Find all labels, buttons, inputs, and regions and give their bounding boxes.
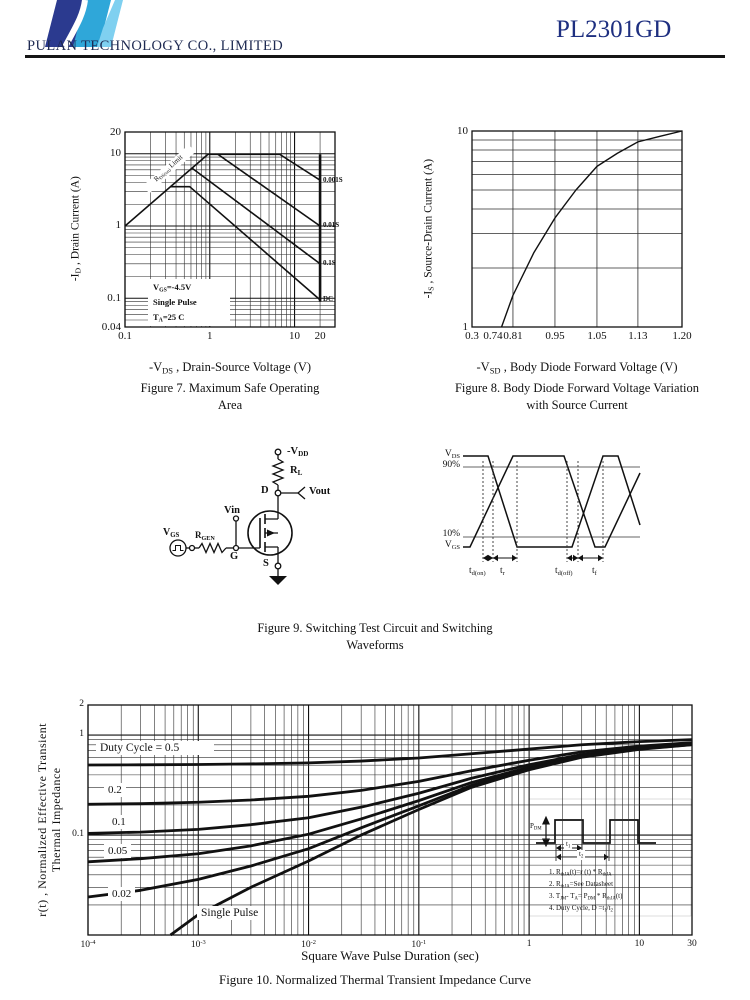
fig7-y-tick: 0.1 [107, 291, 121, 304]
fig7-x-axis-title: $-V_{DS}$ , Drain-Source Voltage (V) [148, 360, 312, 376]
fig7-curve-label: 0.1S [323, 259, 336, 268]
fig7-curve-label: DC [323, 295, 334, 304]
fig7-curve-label: 0.01S [323, 221, 340, 230]
generator-terminal [190, 546, 195, 551]
label-gate: G [230, 551, 239, 562]
fig10-x-tick: 1 [526, 939, 532, 949]
inset-note-4: 4. Duty Cycle, $D =t_1/t_2$ [549, 904, 613, 914]
waveform-tdon-label: $t_{d(on)}$ [469, 566, 486, 577]
fig7-x-tick: 0.1 [118, 330, 132, 342]
label-rl: $R_L$ [290, 465, 303, 478]
vds-trace [463, 456, 640, 547]
pulse-source-glyph [173, 546, 184, 551]
fig7-rdson-limit-label: $R_{DS(on)}$ Limit [143, 145, 196, 194]
gate-node [234, 546, 239, 551]
fig9-caption-line2: Waveforms [346, 638, 404, 652]
fig7-x-tick: 20 [314, 330, 326, 342]
label-vin: Vin [224, 505, 240, 516]
fig7-x-tick: 10 [289, 330, 301, 342]
source-node [275, 563, 281, 569]
fig7-x-tick: 1 [207, 330, 213, 342]
waveform-10pct-label: 10% [442, 529, 460, 539]
fig10-x-axis-title: Square Wave Pulse Duration (sec) [301, 948, 479, 963]
vgs-source [170, 540, 186, 556]
waveform-tf-label: $t_f$ [592, 566, 597, 577]
fig10-x-tick: $10^{-2}$ [301, 939, 316, 951]
waveform-vds-label: $V_{DS}$ [444, 449, 460, 460]
inset-note-2: 2. $R_{thJA}=See$ Datasheet [549, 880, 614, 890]
fig8-x-tick: 1.13 [628, 330, 648, 342]
fig10-y-title-line1: r(t) , Normalized Effective Transient [35, 722, 50, 917]
fig10-curve-label: 0.02 [108, 887, 135, 901]
mosfet-arrow [267, 530, 275, 537]
fig8-y-tick: 10 [457, 124, 468, 137]
waveform-90pct-label: 90% [442, 460, 460, 470]
resistor-rgen [199, 544, 226, 553]
fig10-curve-label: Single Pulse [197, 906, 262, 920]
fig10-curve-label: Duty Cycle = 0.5 [96, 741, 214, 755]
label-vdd: $-V_{DD}$ [287, 446, 309, 459]
fig7-y-tick: 20 [110, 125, 121, 138]
fig9-timing-arrows [483, 555, 603, 561]
fig10-x-tick: 30 [687, 939, 697, 949]
fig8-y-axis-title: $-I_S$ , Source-Drain Current (A) [422, 158, 436, 299]
label-source: S [263, 558, 269, 569]
vgs-trace [463, 456, 640, 547]
fig10-curve-label: 0.1 [108, 815, 130, 829]
waveform-tr-label: $t_r$ [500, 566, 505, 577]
fig7-inset-vgs: $V_{GS}=-4.5V$ [153, 282, 192, 294]
waveform-tdoff-label: $t_{d(off)}$ [555, 566, 573, 577]
inset-pdm-label: $P_{DM}$ [530, 822, 542, 832]
fig7-y-tick: 1 [115, 219, 121, 232]
switching-test-circuit [170, 449, 305, 585]
fig10-curve-label: 0.05 [104, 844, 131, 858]
fig10-y-axis-title [36, 680, 64, 960]
fig8-x-tick: 0.3 [465, 330, 479, 342]
fig8-body-diode-chart [472, 131, 682, 327]
fig7-y-tick: 10 [110, 147, 121, 160]
fig7-y-axis-title: $-I_D$ , Drain Current (A) [69, 176, 83, 282]
label-vgs-source: $V_{GS}$ [163, 527, 180, 540]
fig8-x-axis-title: $-V_{SD}$ , Body Diode Forward Voltage (V) [476, 360, 678, 376]
fig10-x-tick: $10^{-4}$ [80, 939, 96, 951]
fig8-x-tick: 0.74 [483, 330, 503, 342]
part-number: PL2301GD [556, 16, 672, 43]
fig10-y-tick: 2 [79, 699, 84, 709]
company-name: PULAN TECHNOLOGY CO., LIMITED [27, 38, 284, 54]
fig8-y-tick: 1 [462, 320, 468, 333]
fig10-x-tick: 10 [634, 939, 645, 949]
fig7-inset-pulse: Single Pulse [153, 297, 197, 307]
fig8-x-tick: 0.95 [545, 330, 565, 342]
fig7-curve-label: 0.001S [323, 175, 343, 184]
fig7-caption-line2: Area [217, 398, 243, 412]
resistor-rl [273, 459, 283, 485]
inset-note-1: 1. $R_{thJA}(t)=r$ $(t) * R_{thJA}$ [549, 868, 612, 878]
fig8-caption: Figure 8. Body Diode Forward Voltage Variation [454, 381, 700, 395]
vdd-terminal [275, 449, 281, 455]
vout-arrow [298, 487, 305, 499]
fig10-x-tick: $10^{-1}$ [411, 939, 427, 951]
waveform-vgs-label: $V_{GS}$ [444, 540, 460, 551]
fig7-caption: Figure 7. Maximum Safe Operating [140, 381, 320, 395]
label-drain: D [261, 485, 269, 496]
drain-node [275, 490, 281, 496]
fig8-caption-line2: with Source Current [526, 398, 628, 412]
fig8-x-tick: 1.05 [587, 330, 607, 342]
fig10-y-tick: 1 [79, 729, 84, 740]
fig8-x-tick: 1.20 [672, 330, 692, 342]
fig10-y-tick: 0.1 [72, 829, 84, 840]
fig10-y-title-line2: Thermal Impedance [49, 767, 63, 873]
inset-note-3: 3. $T_{JM}-$ $T_A= P_{DM} * R_{thJA}(t)$ [549, 892, 623, 902]
fig10-x-tick: $10^{-3}$ [190, 939, 206, 951]
label-vout: Vout [309, 486, 331, 497]
fig10-curve-label: 0.2 [104, 783, 126, 797]
fig10-caption: Figure 10. Normalized Thermal Transient Impedance Curve [218, 972, 532, 987]
switching-waveforms [463, 456, 640, 562]
inset-t2-label: $t_2$ [579, 850, 584, 860]
fig8-x-tick: 0.81 [503, 330, 523, 342]
ground-icon [269, 576, 287, 585]
fig7-inset-ta: $T_A=25$ C [153, 312, 185, 324]
label-rgen: $R_{GEN}$ [195, 530, 215, 542]
fig7-y-tick: 0.04 [101, 320, 121, 333]
inset-t1-label: $t_1$ [566, 840, 571, 850]
fig9-caption: Figure 9. Switching Test Circuit and Switching [257, 621, 493, 635]
